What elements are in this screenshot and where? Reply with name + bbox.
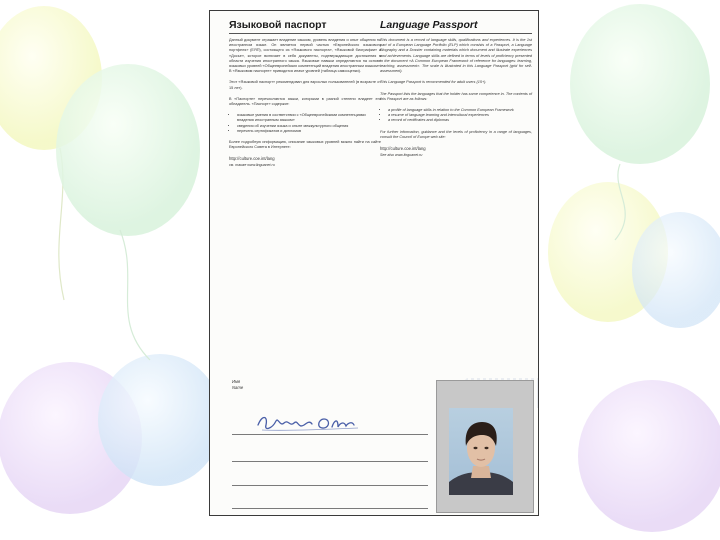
english-column	[380, 19, 532, 158]
russian-intro-paragraph: Данный документ отражает владение языком, уровень владения и опыт общения на иностранном языке. Он является первой частью «Европейского языкового портфеля» (ЕЯП), состоящего из «Языкового паспорта», «Языковой биографии» и «Досье», которое включает в себя документы, подтверждающие достижения в области изучения иностранного языка. Языковые навыки определяются на основе языковых уровней «Общеевропейских компетенций владения иностранным языком». В «Языковом паспорте» приводится иначе уровней (таблица самооценки).	[229, 38, 381, 74]
holder-name-label: Имя Name	[232, 379, 244, 390]
list-item: • a profile of language skills in relation to the Common European Framework	[388, 108, 532, 113]
passport-page	[209, 10, 539, 516]
russian-column	[229, 19, 381, 168]
russian-info-paragraph: Более подробную информацию, описание языковых уровней можно найти на сайте Европейского Совета в Интернете:	[229, 140, 381, 150]
english-intro-paragraph: This document is a record of language skills, qualifications and experiences. It is the 1st part of a European Language Portfolio (ELP) which consists of a Passport, a Language Biography and a Dossier containing materials which document and illustrate experiences and achievements. Language skills are defined in terms of levels of proficiency presented in the document «A Common European Framework of reference for languages: learning, teaching, assessment». The scale is illustrated in this Language Passport (grid for self-assessment).	[380, 38, 532, 74]
english-info-paragraph: For further information, guidance and the levels of proficiency in a range of languages, consult the Council of Europe web site:	[380, 129, 532, 139]
english-contents-paragraph: The Passport lists the languages that the holder has some competence in. The contents of this Passport are as follows:	[380, 91, 532, 101]
russian-audience-paragraph: Этот «Языковой паспорт» рекомендован для взрослых пользователей (в возрасте от 15 лет).	[229, 80, 381, 90]
green-balloon-icon	[56, 64, 200, 236]
list-item: • языковые умения в соответствии с «Общеевропейскими компетенциями владения иностранным языком»	[237, 113, 381, 123]
english-url: http://culture.coe.int/lang	[380, 146, 426, 152]
russian-url: http://culture.coe.int/lang	[229, 156, 275, 162]
holder-photo	[449, 408, 513, 495]
right-balloons	[548, 4, 720, 532]
russian-title: Языковой паспорт	[229, 19, 381, 34]
balloon-string-icon	[120, 230, 150, 360]
form-line	[232, 508, 428, 509]
blue-balloon-icon	[98, 354, 222, 486]
english-audience-paragraph: This Language Passport is recommended for adult users (15+).	[380, 80, 487, 85]
signature-line	[232, 434, 428, 435]
green-balloon-icon	[570, 4, 710, 164]
russian-see-also: см. также www.linguanet.ru	[229, 163, 275, 168]
photo-frame	[436, 380, 534, 513]
english-title: Language Passport	[380, 19, 532, 34]
form-line	[232, 485, 428, 486]
portrait-icon	[449, 408, 513, 495]
form-line	[232, 461, 428, 462]
english-contents-list	[380, 108, 532, 124]
handwritten-signature	[254, 409, 374, 435]
list-item: • a record of certificates and diplomas	[388, 118, 532, 123]
list-item: • a resume of language learning and intercultural experiences	[388, 113, 532, 118]
english-see-also: See also www.linguanet.ru	[380, 153, 423, 158]
left-balloons	[0, 6, 222, 514]
russian-contents-list	[229, 113, 381, 134]
russian-contents-paragraph: В «Паспорте» перечисляются языки, которыми в разной степени владеет его обладатель. «Паспорт» содержит:	[229, 96, 381, 107]
purple-balloon-icon	[578, 380, 720, 532]
list-item: • сведения об изучении языка и опыте межкультурного общения	[237, 124, 381, 129]
list-item: • перечень сертификатов и дипломов	[237, 129, 381, 134]
